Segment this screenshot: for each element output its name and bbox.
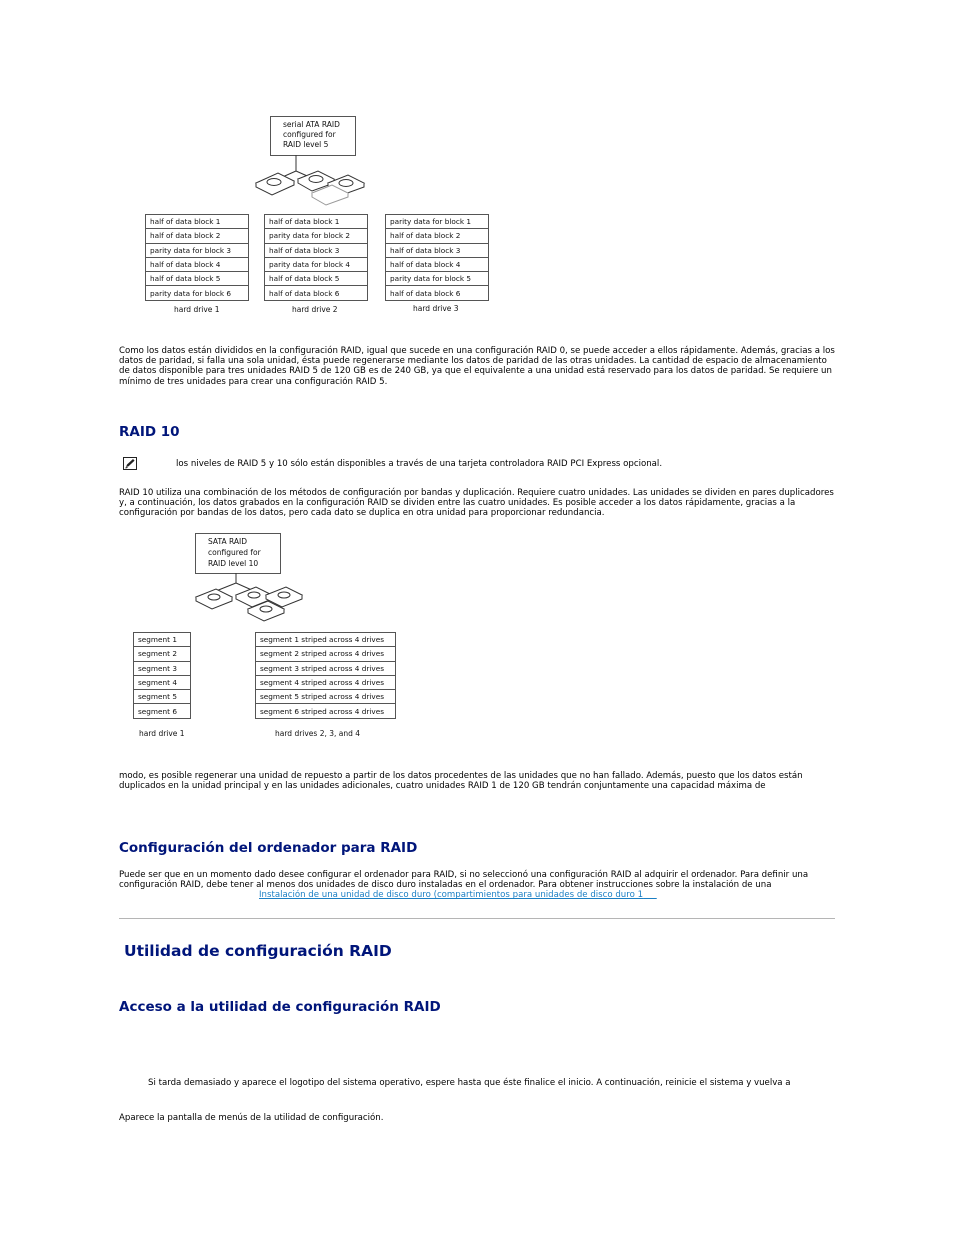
raid5-label-line: configured for (283, 130, 336, 139)
block-cell: half of data block 3 (265, 243, 368, 257)
raid5-label-line: serial ATA RAID (283, 120, 340, 129)
segment-cell: segment 5 striped across 4 drives (256, 690, 396, 704)
drive-caption: hard drive 3 (413, 304, 459, 313)
block-cell: parity data for block 3 (146, 243, 249, 257)
raid10-label-line: RAID level 10 (208, 559, 259, 568)
raid5-paragraph: Como los datos están divididos en la configuración RAID, igual que sucede en una configuración RAID 0, se puede acceder a ellos rápidamente. Además, gracias a los datos de paridad, si falla una sola unidad, ésta puede regenerarse mediante los datos de paridad de las otras unidades. La cantidad de espacio de almacenamiento de datos disponible para tres unidades RAID 5 de 120 GB es de 240 GB, ya que el equivalente a una unidad está reservado para los datos de paridad. Se requiere un mínimo de tres unidades para crear una configuración RAID 5. (119, 346, 835, 387)
segment-cell: segment 2 striped across 4 drives (256, 647, 396, 661)
segment-cell: segment 4 (134, 675, 191, 689)
utility-heading: Utilidad de configuración RAID (124, 942, 392, 960)
segment-cell: segment 6 (134, 704, 191, 718)
raid10-heading: RAID 10 (119, 424, 180, 440)
config-paragraph-text: Puede ser que en un momento dado desee configurar el ordenador para RAID, si no seleccionó una configuración RAID al adquirir el ordenador. Para definir una configuración RAID, debe tener al menos dos unidades de disco duro instaladas en el ordenador. Para obtener instrucciones sobre la instalación de una (119, 870, 809, 891)
block-cell: half of data block 4 (146, 257, 249, 271)
raid10-label-line: SATA RAID (208, 537, 247, 546)
segment-cell: segment 1 (134, 633, 191, 647)
drive-caption: hard drives 2, 3, and 4 (275, 729, 361, 738)
raid10-label-line: configured for (208, 548, 261, 557)
config-paragraph (119, 870, 837, 901)
segment-cell: segment 1 striped across 4 drives (256, 633, 396, 647)
hard-drive-icon (196, 589, 232, 609)
block-cell: half of data block 1 (265, 215, 368, 229)
block-cell: half of data block 4 (386, 257, 489, 271)
menu-paragraph: Aparece la pantalla de menús de la utilidad de configuración. (119, 1113, 384, 1123)
hard-drive-install-link[interactable]: Instalación de una unidad de disco duro (compartimientos para unidades de disco duro 1 (259, 890, 644, 901)
block-cell: parity data for block 6 (146, 286, 249, 300)
delay-paragraph: Si tarda demasiado y aparece el logotipo del sistema operativo, espere hasta que éste finalice el inicio. A continuación, reinicie el sistema y vuelva a (148, 1078, 791, 1088)
segment-cell: segment 3 (134, 661, 191, 675)
config-heading: Configuración del ordenador para RAID (119, 840, 418, 856)
block-cell: half of data block 6 (265, 286, 368, 300)
block-cell: parity data for block 5 (386, 272, 489, 286)
note-pencil-icon (123, 457, 137, 470)
drive-caption: hard drive 2 (292, 305, 338, 314)
segment-cell: segment 6 striped across 4 drives (256, 704, 396, 718)
raid10-drive1-table (133, 632, 191, 719)
segment-cell: segment 5 (134, 690, 191, 704)
block-cell: parity data for block 4 (265, 257, 368, 271)
raid10-paragraph: RAID 10 utiliza una combinación de los métodos de configuración por bandas y duplicación. Requiere cuatro unidades. Las unidades se dividen en pares duplicadores y, a continuación, los datos grabados en la configuración RAID se dividen entre las cuatro unidades. Es posible acceder a los datos rápidamente, gracias a la configuración por bandas de los datos, pero cada dato se duplica en otra unidad para proporcionar redundancia. (119, 488, 834, 519)
access-heading: Acceso a la utilidad de configuración RAID (119, 999, 441, 1015)
note-text: los niveles de RAID 5 y 10 sólo están disponibles a través de una tarjeta controladora RAID PCI Express opcional. (176, 459, 663, 469)
raid10-drives234-table (255, 632, 396, 719)
drive-caption: hard drive 1 (139, 729, 185, 738)
section-divider (119, 918, 835, 919)
block-cell: parity data for block 2 (265, 229, 368, 243)
drive-caption: hard drive 1 (174, 305, 220, 314)
segment-cell: segment 4 striped across 4 drives (256, 675, 396, 689)
block-cell: half of data block 2 (146, 229, 249, 243)
raid5-label-line: RAID level 5 (283, 140, 329, 149)
block-cell: half of data block 6 (386, 286, 489, 300)
block-cell: half of data block 3 (386, 243, 489, 257)
block-cell: half of data block 2 (386, 229, 489, 243)
segment-cell: segment 3 striped across 4 drives (256, 661, 396, 675)
raid5-drive3-table (385, 214, 489, 301)
raid5-drive1-table (145, 214, 249, 301)
block-cell: half of data block 1 (146, 215, 249, 229)
regen-paragraph: modo, es posible regenerar una unidad de repuesto a partir de los datos procedentes de las unidades que no han fallado. Además, puesto que los datos están duplicados en la unidad principal y en las unidades adicionales, cuatro unidades RAID 1 de 120 GB tendrán conjuntamente una capacidad máxima de (119, 771, 803, 792)
hard-drive-icon (256, 173, 294, 195)
raid5-drive2-table (264, 214, 368, 301)
raid5-drives-illustration (250, 155, 370, 210)
raid10-label-box (195, 533, 281, 574)
block-cell: parity data for block 1 (386, 215, 489, 229)
raid5-label-box (270, 116, 356, 156)
block-cell: half of data block 5 (265, 272, 368, 286)
raid10-drives-illustration (192, 573, 306, 625)
segment-cell: segment 2 (134, 647, 191, 661)
block-cell: half of data block 5 (146, 272, 249, 286)
